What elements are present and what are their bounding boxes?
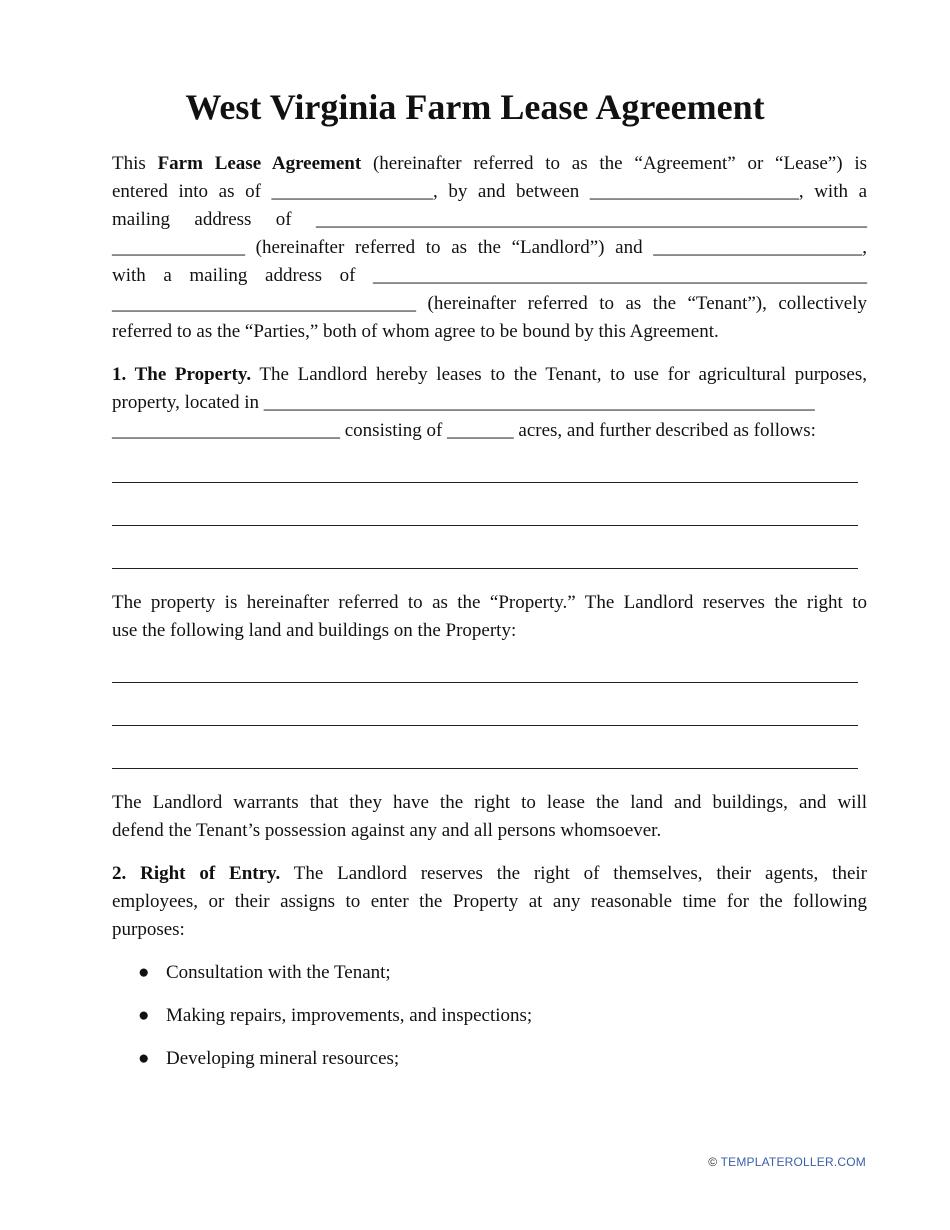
reserved-land-blank-line (112, 682, 858, 683)
list-item: ● Making repairs, improvements, and inspections; (138, 1002, 532, 1030)
intro-line-4: ______________ (hereinafter referred to as the “Landlord”) and ______________________, (112, 237, 867, 258)
list-item: ● Consultation with the Tenant; (138, 959, 391, 987)
intro-line-6: ________________________________ (hereinafter referred to as the “Tenant”), collectively (112, 293, 867, 314)
section1-line-3: ________________________ consisting of _______ acres, and further described as follows: (112, 420, 816, 441)
intro-line-7: referred to as the “Parties,” both of whom agree to be bound by this Agreement. (112, 321, 719, 342)
section1-heading: 1. The Property. (112, 364, 252, 385)
section2-line-3: purposes: (112, 919, 185, 940)
warranty-paragraph-line-1: The Landlord warrants that they have the right to lease the land and buildings, and will (112, 792, 867, 813)
property-paragraph-line-1: The property is hereinafter referred to as the “Property.” The Landlord reserves the right to (112, 592, 867, 613)
intro-line-1: This Farm Lease Agreement (hereinafter referred to as the “Agreement” or “Lease”) is (112, 153, 867, 174)
section1-line-1: 1. The Property. The Landlord hereby leases to the Tenant, to use for agricultural purposes, (112, 364, 867, 385)
bullet-icon: ● (138, 1048, 150, 1069)
bullet-icon: ● (138, 1005, 150, 1026)
list-item: ● Developing mineral resources; (138, 1045, 399, 1073)
intro-line-2: entered into as of _________________, by and between ______________________, with a (112, 181, 867, 202)
description-blank-line (112, 568, 858, 569)
document-title: West Virginia Farm Lease Agreement (185, 87, 765, 127)
agreement-name-bold: Farm Lease Agreement (157, 153, 362, 174)
reserved-land-blank-line (112, 768, 858, 769)
description-blank-line (112, 482, 858, 483)
section1-line-2: property, located in __________________________________________________________ (112, 392, 815, 413)
property-paragraph-line-2: use the following land and buildings on the Property: (112, 620, 517, 641)
section2-line-1: 2. Right of Entry. The Landlord reserves the right of themselves, their agents, their (112, 863, 867, 884)
intro-line-5: with a mailing address of ____________________________________________________ (112, 265, 867, 286)
section2-line-2: employees, or their assigns to enter the Property at any reasonable time for the following (112, 891, 867, 912)
intro-line-3: mailing address of __________________________________________________________ (112, 209, 867, 230)
footer-watermark (708, 1155, 866, 1169)
bullet-icon: ● (138, 962, 150, 983)
description-blank-line (112, 525, 858, 526)
warranty-paragraph-line-2: defend the Tenant’s possession against any and all persons whomsoever. (112, 820, 662, 841)
copyright-icon: © (708, 1155, 718, 1169)
reserved-land-blank-line (112, 725, 858, 726)
footer-link[interactable]: TEMPLATEROLLER.COM (720, 1155, 866, 1169)
section2-heading: 2. Right of Entry. (112, 863, 281, 884)
